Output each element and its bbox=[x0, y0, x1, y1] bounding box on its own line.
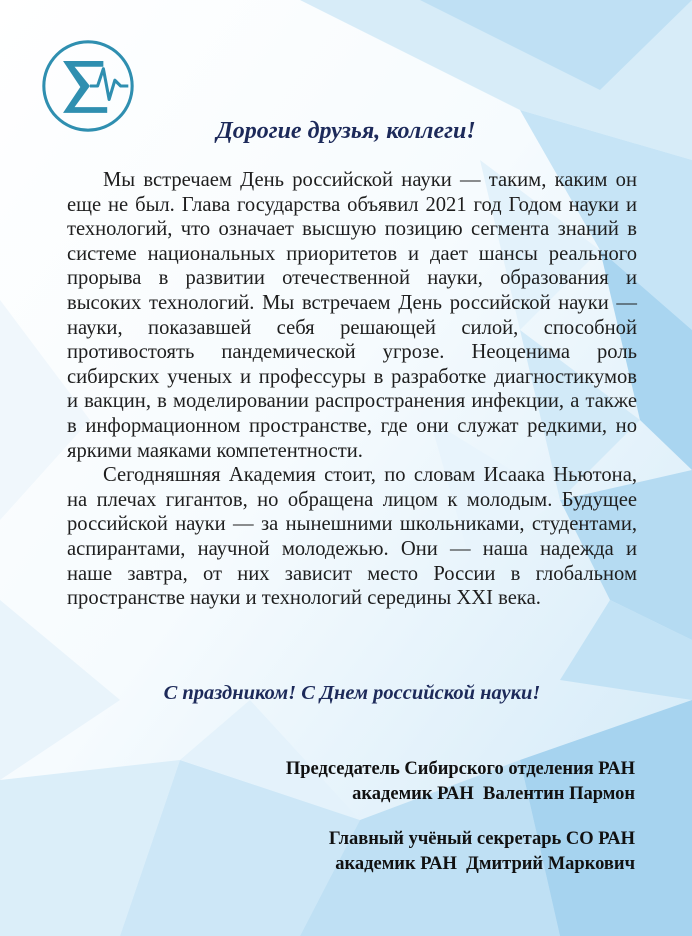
signature-name: академик РАН Валентин Пармон bbox=[352, 784, 635, 804]
holiday-wish: С праздником! С Днем российской науки! bbox=[163, 682, 541, 704]
letter-body bbox=[67, 168, 637, 611]
signature-position: Главный учёный секретарь СО РАН bbox=[328, 829, 635, 849]
paragraph-2: Сегодняшняя Академия стоит, по словам Исаака Ньютона, на плечах гигантов, но обращена лицом к молодым. Будущее российской науки — за нынешними школьниками, студентами, аспирантами, научной молодежью. Они — наша надежда и наше завтра, от них зависит место России в глобальном пространстве науки и технологий середины XXI века. bbox=[67, 464, 637, 610]
signature-block-2 bbox=[329, 827, 635, 877]
signature-position: Председатель Сибирского отделения РАН bbox=[285, 759, 635, 779]
paragraph-1: Мы встречаем День российской науки — таким, каким он еще не был. Глава государства объявил 2021 год Годом науки и технологий, что означает высшую позицию сегмента знаний в системе национальных приоритетов и дает шансы реального прорыва в развитии отечественной науки, образования и высоких технологий. Мы встречаем День российской науки — науки, показавшей себя решающей силой, способной противостоять пандемической угрозе. Неоценима роль сибирских ученых и профессуры в разработке диагностикумов и вакцин, в моделировании распространения инфекции, а также в информационном пространстве, где они служат редкими, но яркими маяками компетентности. bbox=[67, 169, 637, 462]
signature-block-1 bbox=[286, 757, 635, 807]
greeting-heading: Дорогие друзья, коллеги! bbox=[216, 118, 476, 144]
signature-name: академик РАН Дмитрий Маркович bbox=[335, 854, 635, 874]
